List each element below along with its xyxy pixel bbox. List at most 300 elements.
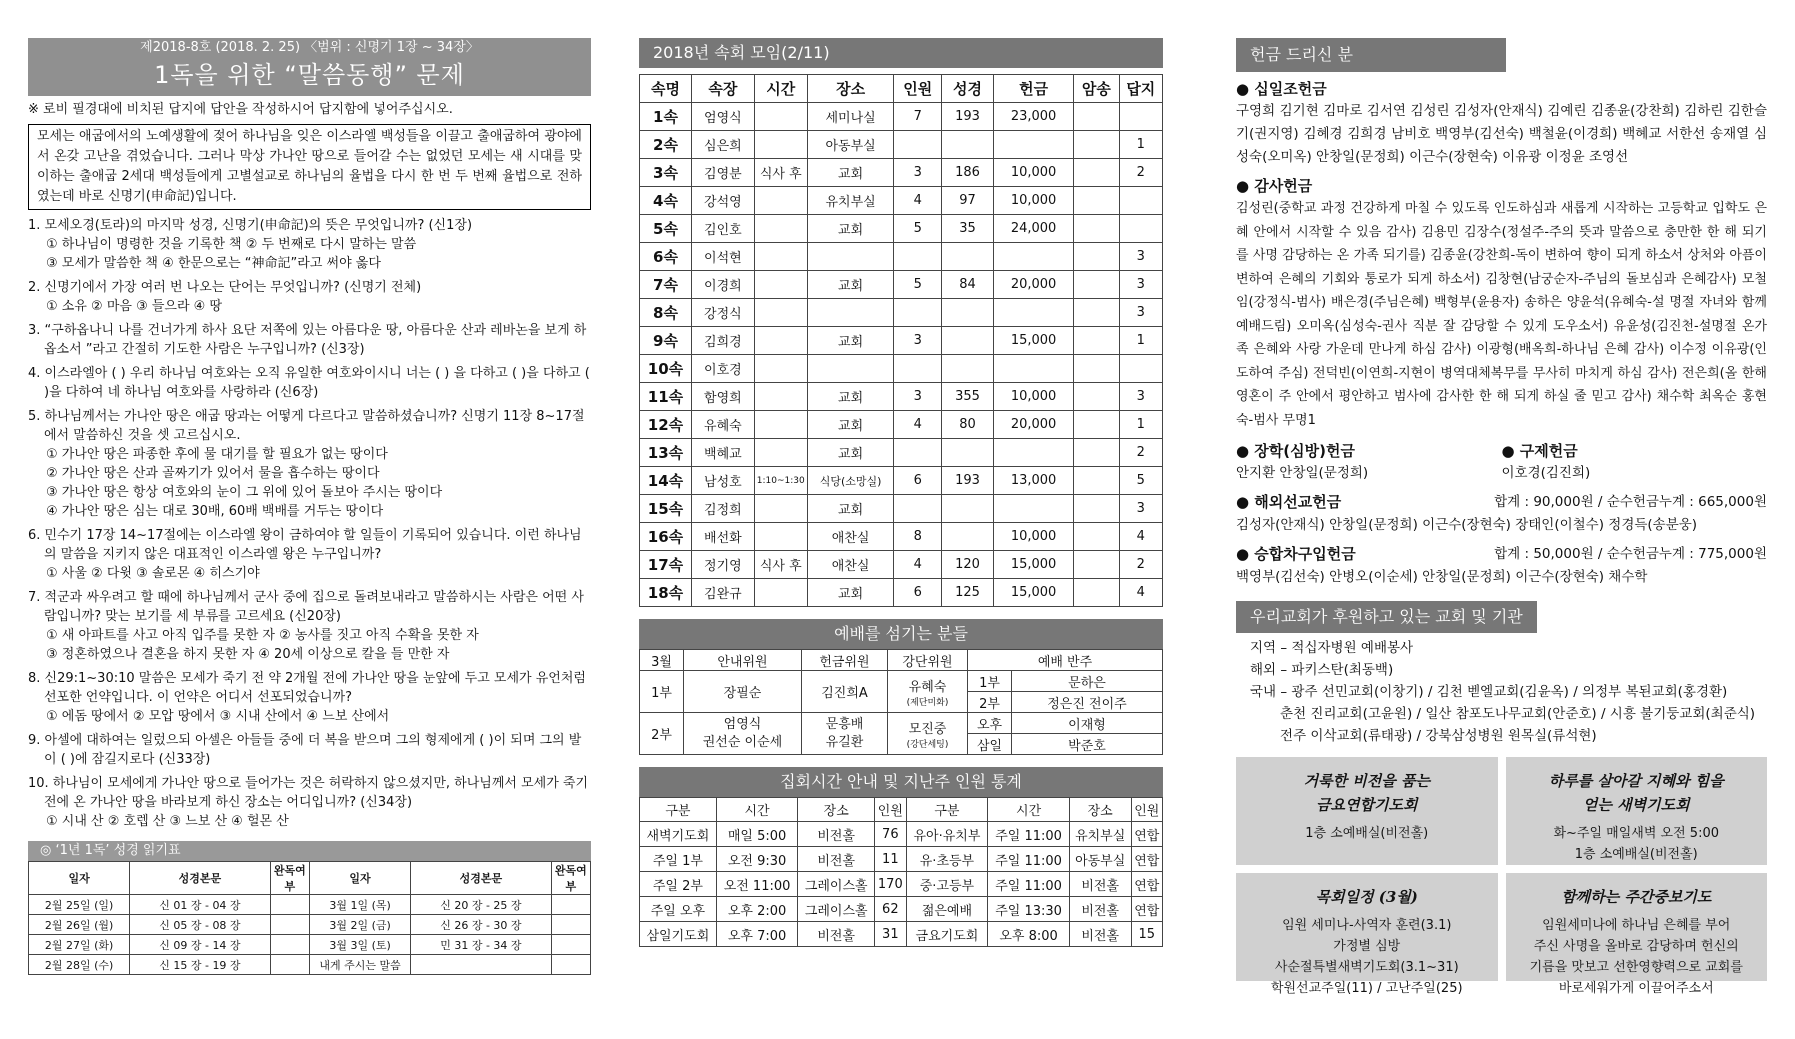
gather-cell: 주일 2부	[640, 872, 717, 897]
reading-header: 성경본문	[130, 862, 271, 895]
meeting-header: 장소	[807, 75, 894, 103]
meeting-cell: 120	[942, 551, 994, 579]
meeting-cell: 이경희	[691, 271, 754, 299]
meeting-cell	[1074, 187, 1119, 215]
meeting-cell: 2	[1119, 159, 1162, 187]
meeting-cell: 식사 후	[754, 551, 807, 579]
meeting-cell: 9속	[640, 327, 692, 355]
servants-header: 3월	[640, 650, 684, 671]
gather-cell: 중·고등부	[906, 872, 988, 897]
piano-label: 오후	[968, 713, 1012, 734]
meeting-header: 답지	[1119, 75, 1162, 103]
support-line: 춘천 진리교회(고윤원) / 일산 참포도나무교회(안준호) / 시흥 불기둥교회(최준식)	[1250, 706, 1756, 722]
gather-row	[640, 847, 1163, 872]
meeting-cell: 193	[942, 467, 994, 495]
meeting-cell	[994, 439, 1074, 467]
meeting-cell: 8	[894, 523, 942, 551]
meeting-cell: 15,000	[994, 551, 1074, 579]
gather-cell: 오전 9:30	[716, 847, 798, 872]
meeting-cell: 백혜교	[691, 439, 754, 467]
servants-row-label: 1부	[640, 671, 684, 713]
car-header	[1236, 537, 1767, 566]
quiz-title: 1독을 위한 “말씀동행” 문제	[154, 61, 465, 89]
offering-1: 김진희A	[802, 671, 888, 713]
meeting-cell	[754, 299, 807, 327]
meeting-cell: 이호경	[691, 355, 754, 383]
meeting-cell	[807, 299, 894, 327]
meeting-row	[640, 187, 1163, 215]
meeting-cell	[807, 355, 894, 383]
question-option: ① 사울 ② 다윗 ③ 솔로몬 ④ 히스기야	[46, 566, 260, 581]
meeting-title: 2018년 속회 모임(2/11)	[639, 38, 1163, 68]
meeting-cell: 3	[1119, 299, 1162, 327]
meeting-cell: 4	[894, 187, 942, 215]
meeting-cell	[1074, 411, 1119, 439]
card-title: 하루를 살아갈 지혜와 힘을 얻는 새벽기도회	[1548, 772, 1724, 814]
mission-names: 김성자(안재식) 안창일(문정희) 이근수(장현숙) 장태인(이철수) 정경득(송분웅)	[1236, 517, 1698, 533]
question-option: ③ 정혼하였으나 결혼을 하지 못한 자 ④ 20세 이상으로 칼을 들 만한 자	[46, 647, 450, 662]
meeting-cell: 3	[1119, 383, 1162, 411]
meeting-cell: 8속	[640, 299, 692, 327]
gather-cell: 주일 11:00	[988, 847, 1070, 872]
meeting-cell	[754, 579, 807, 607]
reading-cell	[270, 915, 309, 935]
gather-cell: 아동부실	[1069, 847, 1131, 872]
gather-cell: 비전홀	[798, 847, 875, 872]
reading-cell	[551, 955, 590, 975]
meeting-cell: 3	[894, 327, 942, 355]
reading-cell: 민 31 장 - 34 장	[411, 935, 552, 955]
mission-sum: 합계 : 90,000원 / 순수헌금누계 : 665,000원	[1494, 494, 1767, 510]
reading-header: 완독여부	[551, 862, 590, 895]
meeting-header: 속명	[640, 75, 692, 103]
meeting-cell	[1074, 159, 1119, 187]
meeting-cell: 3	[1119, 495, 1162, 523]
support-line: 국내 – 광주 선민교회(이창기) / 김천 벧엘교회(김윤옥) / 의정부 복된교회(홍경환)	[1250, 684, 1728, 700]
relief-block	[1502, 434, 1768, 485]
meeting-cell	[942, 131, 994, 159]
support-line: 전주 이삭교회(류태광) / 강북삼성병원 원목실(류석현)	[1250, 728, 1597, 744]
meeting-cell: 80	[942, 411, 994, 439]
meeting-cell: 15,000	[994, 327, 1074, 355]
meeting-cell	[1074, 103, 1119, 131]
meeting-cell	[894, 355, 942, 383]
meeting-cell: 10,000	[994, 187, 1074, 215]
question-item	[28, 731, 591, 769]
gather-cell: 연합	[1131, 872, 1162, 897]
meeting-cell: 10,000	[994, 383, 1074, 411]
gather-cell: 연합	[1131, 847, 1162, 872]
meeting-cell: 10,000	[994, 523, 1074, 551]
meeting-row	[640, 551, 1163, 579]
meeting-cell: 세미나실	[807, 103, 894, 131]
meeting-cell: 5	[894, 271, 942, 299]
meeting-cell	[1119, 355, 1162, 383]
meeting-cell: 2	[1119, 551, 1162, 579]
piano-label: 1부	[968, 671, 1012, 692]
reading-cell: 내게 주시는 말씀	[309, 955, 410, 975]
meeting-cell	[942, 495, 994, 523]
meeting-cell	[894, 495, 942, 523]
question-text: 4. 이스라엘아 ( ) 우리 하나님 여호와는 오직 유일한 여호와이시니 너는 ( ) 을 다하고 ( )을 다하고 ( )을 다하여 네 하나님 여호와를 사랑하라 (신6장)	[28, 366, 590, 400]
meeting-cell: 심은희	[691, 131, 754, 159]
gather-cell: 금요기도회	[906, 922, 988, 947]
info-card	[1236, 757, 1498, 865]
meeting-row	[640, 299, 1163, 327]
meeting-cell: 유혜숙	[691, 411, 754, 439]
issue-line: 제2018-8호 (2018. 2. 25) 〈범위 : 신명기 1장 ~ 34장〉	[140, 40, 479, 55]
mission-header	[1236, 485, 1767, 514]
meeting-cell	[1074, 243, 1119, 271]
meeting-row	[640, 215, 1163, 243]
gather-cell: 76	[875, 822, 906, 847]
meeting-cell: 14속	[640, 467, 692, 495]
piano-label: 삼일	[968, 734, 1012, 755]
meeting-cell	[942, 439, 994, 467]
meeting-cell: 13속	[640, 439, 692, 467]
meeting-cell	[754, 495, 807, 523]
reading-cell	[411, 955, 552, 975]
meeting-cell: 35	[942, 215, 994, 243]
reading-row	[29, 955, 591, 975]
servants-header: 예배 반주	[968, 650, 1163, 671]
meeting-cell: 355	[942, 383, 994, 411]
reading-cell: 3월 1일 (목)	[309, 895, 410, 915]
meeting-cell	[894, 131, 942, 159]
gather-cell: 주일 11:00	[988, 822, 1070, 847]
meeting-header: 인원	[894, 75, 942, 103]
meeting-cell: 84	[942, 271, 994, 299]
reading-cell: 2월 26일 (월)	[29, 915, 130, 935]
meeting-cell: 함영희	[691, 383, 754, 411]
question-option: ③ 가나안 땅은 항상 여호와의 눈이 그 위에 있어 돌보아 주시는 땅이다	[46, 485, 443, 500]
question-text: 5. 하나님께서는 가나안 땅은 애굽 땅과는 어떻게 다르다고 말씀하셨습니까? 신명기 11장 8~17절에서 말씀하신 것을 셋 고르십시오.	[28, 409, 585, 443]
meeting-cell: 애찬실	[807, 523, 894, 551]
altar-role: (강단세팅)	[906, 739, 949, 750]
meeting-cell	[1074, 299, 1119, 327]
meeting-cell: 4	[894, 551, 942, 579]
meeting-cell: 식당(소망실)	[807, 467, 894, 495]
meeting-cell	[754, 523, 807, 551]
gather-cell: 그레이스홀	[798, 897, 875, 922]
gather-cell: 새벽기도회	[640, 822, 717, 847]
reading-header: 성경본문	[411, 862, 552, 895]
meeting-cell	[1074, 439, 1119, 467]
meeting-row	[640, 355, 1163, 383]
reading-title: ◎ ‘1년 1독’ 성경 읽기표	[28, 841, 591, 861]
meeting-cell: 11속	[640, 383, 692, 411]
meeting-cell: 2속	[640, 131, 692, 159]
meeting-row	[640, 579, 1163, 607]
meeting-cell	[754, 103, 807, 131]
info-card	[1506, 757, 1768, 865]
gather-row	[640, 922, 1163, 947]
gather-header: 구분	[906, 798, 988, 822]
piano-name: 문하은	[1012, 671, 1163, 692]
meeting-cell: 교회	[807, 495, 894, 523]
meeting-cell: 6	[894, 579, 942, 607]
gather-row	[640, 872, 1163, 897]
meeting-row	[640, 131, 1163, 159]
meeting-cell	[754, 411, 807, 439]
question-option: ① 하나님이 명령한 것을 기록한 책 ② 두 번째로 다시 말하는 말씀	[46, 237, 417, 252]
meeting-cell: 김인호	[691, 215, 754, 243]
mission-title: ● 해외선교헌금	[1236, 493, 1342, 511]
meeting-cell: 15,000	[994, 579, 1074, 607]
meeting-cell: 김희경	[691, 327, 754, 355]
question-option: ① 새 아파트를 사고 아직 입주를 못한 자 ② 농사를 짓고 아직 수확을 못한 자	[46, 628, 479, 643]
meeting-cell	[1074, 467, 1119, 495]
gather-cell: 유아·유치부	[906, 822, 988, 847]
reading-cell	[551, 915, 590, 935]
scholarship-title: ● 장학(심방)헌금	[1236, 442, 1355, 460]
support-list	[1236, 637, 1767, 747]
gather-cell: 170	[875, 872, 906, 897]
gather-cell: 유치부실	[1069, 822, 1131, 847]
gather-cell: 62	[875, 897, 906, 922]
meeting-cell	[894, 439, 942, 467]
question-text: 10. 하나님이 모세에게 가나안 땅으로 들어가는 것은 허락하지 않으셨지만, 하나님께서 모세가 죽기 전에 온 가나안 땅을 바라보게 하신 장소는 어디입니까? (신34장)	[28, 776, 589, 810]
meeting-cell: 4	[894, 411, 942, 439]
meeting-cell: 6	[894, 467, 942, 495]
meeting-cell: 1:10~1:30	[754, 467, 807, 495]
meeting-cell	[754, 439, 807, 467]
question-text: 8. 신29:1~30:10 말씀은 모세가 죽기 전 약 2개월 전에 가나안 땅을 눈앞에 두고 모세가 유언처럼 선포한 언약입니다. 이 언약은 어디서 선포되었습니까?	[28, 671, 586, 705]
meeting-cell	[754, 243, 807, 271]
support-line: 해외 – 파키스탄(최동백)	[1250, 662, 1394, 678]
meeting-cell	[942, 355, 994, 383]
gather-cell: 연합	[1131, 822, 1162, 847]
meeting-cell: 3	[1119, 243, 1162, 271]
meeting-cell: 17속	[640, 551, 692, 579]
meeting-cell: 125	[942, 579, 994, 607]
card-title: 목회일정 (3월)	[1315, 888, 1418, 906]
relief-title: ● 구제헌금	[1501, 442, 1578, 460]
offerings-title: 헌금 드리신 분	[1236, 38, 1506, 72]
reading-cell: 신 26 장 - 30 장	[411, 915, 552, 935]
card-body: 1층 소예배실(비전홀)	[1305, 826, 1429, 841]
gather-cell: 오후 8:00	[988, 922, 1070, 947]
card-body: 임원 세미나-사역자 훈련(3.1) 가정별 심방 사순절특별새벽기도회(3.1~31) 학원선교주일(11) / 고난주일(25)	[1270, 918, 1463, 996]
card-title: 함께하는 주간중보기도	[1561, 888, 1712, 906]
meeting-column	[639, 38, 1163, 947]
reading-cell: 신 01 장 - 04 장	[130, 895, 271, 915]
meeting-cell: 97	[942, 187, 994, 215]
piano-label: 2부	[968, 692, 1012, 713]
quiz-header	[28, 38, 591, 96]
card-body: 임원세미나에 하나님 은혜를 부어 주신 사명을 올바로 감당하며 헌신의 기름을 맛보고 선한영향력으로 교회를 바로세워가게 이끌어주소서	[1529, 918, 1743, 996]
meeting-cell	[994, 299, 1074, 327]
meeting-cell	[1074, 327, 1119, 355]
meeting-cell: 3속	[640, 159, 692, 187]
gather-cell: 31	[875, 922, 906, 947]
gather-cell: 주일 11:00	[988, 872, 1070, 897]
gather-cell: 11	[875, 847, 906, 872]
servants-header: 강단위원	[888, 650, 968, 671]
reading-header: 일자	[309, 862, 410, 895]
gather-cell: 매일 5:00	[716, 822, 798, 847]
quiz-note: ※ 로비 필경대에 비치된 답지에 답안을 작성하시어 답지함에 넣어주십시오.	[28, 102, 453, 117]
info-card	[1236, 873, 1498, 996]
meeting-cell: 3	[894, 383, 942, 411]
reading-header: 일자	[29, 862, 130, 895]
gather-header: 인원	[1131, 798, 1162, 822]
gather-header: 장소	[798, 798, 875, 822]
meeting-cell: 7속	[640, 271, 692, 299]
reading-cell: 신 09 장 - 14 장	[130, 935, 271, 955]
meeting-table	[639, 74, 1163, 607]
meeting-cell: 4속	[640, 187, 692, 215]
question-item	[28, 321, 591, 359]
meeting-cell: 7	[894, 103, 942, 131]
gather-cell: 비전홀	[1069, 872, 1131, 897]
question-option: ① 가나안 땅은 파종한 후에 물 대기를 할 필요가 없는 땅이다	[46, 447, 388, 462]
card-title: 거룩한 비전을 품는 금요연합기도회	[1303, 772, 1430, 814]
gather-cell: 연합	[1131, 897, 1162, 922]
meeting-cell: 13,000	[994, 467, 1074, 495]
gather-cell: 주일 1부	[640, 847, 717, 872]
meeting-cell: 5속	[640, 215, 692, 243]
reading-row	[29, 915, 591, 935]
meeting-cell	[754, 355, 807, 383]
meeting-cell: 5	[1119, 467, 1162, 495]
car-sum: 합계 : 50,000원 / 순수헌금누계 : 775,000원	[1494, 546, 1767, 562]
gather-cell: 주일 13:30	[988, 897, 1070, 922]
reading-cell: 신 20 장 - 25 장	[411, 895, 552, 915]
meeting-cell: 교회	[807, 327, 894, 355]
question-text: 6. 민수기 17장 14~17절에는 이스라엘 왕이 금하여야 할 일들이 기록되어 있습니다. 이런 하나님의 말씀을 지키지 않은 대표적인 이스라엘 왕은 누구입니까?	[28, 528, 582, 562]
meeting-row	[640, 271, 1163, 299]
meeting-cell: 3	[1119, 271, 1162, 299]
meeting-cell: 김완규	[691, 579, 754, 607]
tithe-title: ● 십일조헌금	[1236, 80, 1327, 98]
meeting-cell: 20,000	[994, 411, 1074, 439]
meeting-cell: 정기영	[691, 551, 754, 579]
meeting-cell: 4	[1119, 579, 1162, 607]
meeting-cell	[1074, 495, 1119, 523]
meeting-cell	[942, 327, 994, 355]
gather-cell: 오후 2:00	[716, 897, 798, 922]
reading-cell: 2월 25일 (일)	[29, 895, 130, 915]
question-item	[28, 669, 591, 726]
car-title: ● 승합차구입헌금	[1236, 545, 1356, 563]
gather-cell: 젊은예배	[906, 897, 988, 922]
servants-header: 헌금위원	[802, 650, 888, 671]
meeting-cell	[1119, 103, 1162, 131]
meeting-row	[640, 383, 1163, 411]
gather-table	[639, 797, 1163, 947]
altar-2	[888, 713, 968, 755]
gather-cell: 15	[1131, 922, 1162, 947]
meeting-cell: 12속	[640, 411, 692, 439]
meeting-cell: 186	[942, 159, 994, 187]
reading-row	[29, 895, 591, 915]
servants-header: 안내위원	[684, 650, 802, 671]
reading-cell: 3월 3일 (토)	[309, 935, 410, 955]
meeting-cell	[807, 243, 894, 271]
question-option: ② 가나안 땅은 산과 골짜기가 있어서 물을 흡수하는 땅이다	[46, 466, 380, 481]
meeting-cell	[1074, 579, 1119, 607]
question-option: ① 시내 산 ② 호렙 산 ③ 느보 산 ④ 헐몬 산	[46, 814, 289, 829]
meeting-cell: 5	[894, 215, 942, 243]
servants-row-label: 2부	[640, 713, 684, 755]
question-text: 2. 신명기에서 가장 여러 번 나오는 단어는 무엇입니까? (신명기 전체)	[28, 280, 422, 295]
meeting-cell	[754, 271, 807, 299]
meeting-header: 시간	[754, 75, 807, 103]
meeting-cell: 애찬실	[807, 551, 894, 579]
reading-header: 완독여부	[270, 862, 309, 895]
meeting-cell: 1	[1119, 327, 1162, 355]
gather-cell: 비전홀	[798, 922, 875, 947]
altar-1	[888, 671, 968, 713]
info-cards	[1236, 757, 1767, 996]
meeting-cell	[1074, 523, 1119, 551]
offerings-column	[1236, 38, 1767, 996]
meeting-cell	[1074, 215, 1119, 243]
meeting-row	[640, 103, 1163, 131]
question-item	[28, 407, 591, 521]
meeting-cell	[1074, 551, 1119, 579]
meeting-cell	[754, 383, 807, 411]
meeting-cell	[1119, 187, 1162, 215]
gather-row	[640, 822, 1163, 847]
meeting-cell	[994, 131, 1074, 159]
scholarship-relief-row	[1236, 434, 1767, 485]
question-option: ③ 모세가 말씀한 책 ④ 한문으로는 “神命記”라고 써야 옳다	[46, 256, 381, 271]
meeting-cell: 교회	[807, 439, 894, 467]
meeting-cell	[994, 355, 1074, 383]
meeting-cell: 20,000	[994, 271, 1074, 299]
guide-2: 엄영식 권선순 이순세	[684, 713, 802, 755]
meeting-cell	[754, 215, 807, 243]
question-item	[28, 216, 591, 273]
servants-table	[639, 649, 1163, 755]
servants-title: 예배를 섬기는 분들	[639, 619, 1163, 649]
meeting-cell	[994, 495, 1074, 523]
meeting-cell	[942, 299, 994, 327]
question-list	[28, 216, 591, 831]
meeting-cell	[994, 243, 1074, 271]
meeting-cell: 1속	[640, 103, 692, 131]
altar-name: 유혜숙	[908, 679, 947, 695]
thanks-title: ● 감사헌금	[1236, 177, 1313, 195]
meeting-cell: 아동부실	[807, 131, 894, 159]
question-item	[28, 588, 591, 664]
question-option: ① 에돔 땅에서 ② 모압 땅에서 ③ 시내 산에서 ④ 느보 산에서	[46, 709, 390, 724]
gather-cell: 비전홀	[1069, 922, 1131, 947]
meeting-cell: 김영분	[691, 159, 754, 187]
meeting-cell: 식사 후	[754, 159, 807, 187]
scholarship-block	[1236, 434, 1502, 485]
meeting-header: 헌금	[994, 75, 1074, 103]
gather-header: 시간	[716, 798, 798, 822]
reading-cell: 2월 28일 (수)	[29, 955, 130, 975]
piano-name: 이재형	[1012, 713, 1163, 734]
meeting-row	[640, 467, 1163, 495]
gather-cell: 비전홀	[798, 822, 875, 847]
meeting-cell: 유치부실	[807, 187, 894, 215]
gather-header: 인원	[875, 798, 906, 822]
gather-header: 시간	[988, 798, 1070, 822]
meeting-cell: 강정식	[691, 299, 754, 327]
meeting-cell: 엄영식	[691, 103, 754, 131]
meeting-cell	[754, 187, 807, 215]
quiz-column	[28, 38, 591, 975]
meeting-cell: 16속	[640, 523, 692, 551]
meeting-cell	[894, 299, 942, 327]
meeting-cell: 1	[1119, 411, 1162, 439]
reading-cell	[270, 935, 309, 955]
